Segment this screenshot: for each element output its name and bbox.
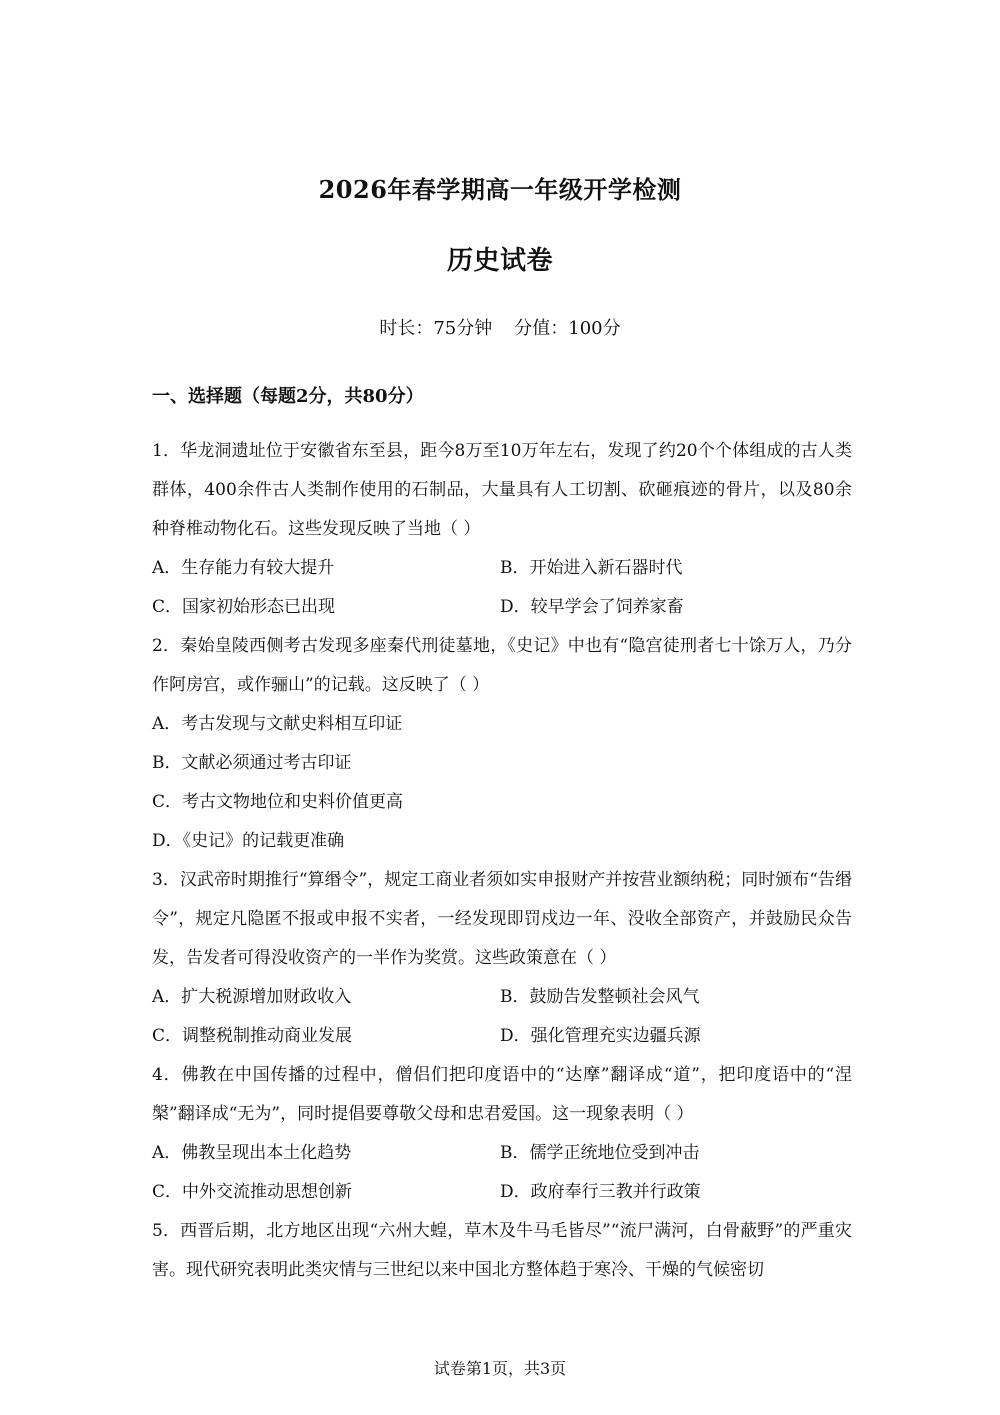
- option-row: [152, 588, 852, 627]
- option-d: D．《史记》的记载更准确: [152, 831, 345, 851]
- exam-duration: 时长：75分钟: [379, 318, 493, 339]
- exam-meta: [0, 314, 1000, 340]
- option-c: C．调整税制推动商业发展: [152, 1026, 353, 1046]
- option-b: B．文献必须通过考古印证: [152, 753, 352, 773]
- option-a: A．佛教呈现出本土化趋势: [152, 1143, 352, 1163]
- option-c: C．中外交流推动思想创新: [152, 1182, 353, 1202]
- question-1: [152, 432, 852, 627]
- option-b: B．儒学正统地位受到冲击: [500, 1143, 700, 1163]
- question-4: [152, 1056, 852, 1212]
- option-d: D．强化管理充实边疆兵源: [500, 1026, 701, 1046]
- option-a: A．扩大税源增加财政收入: [152, 987, 352, 1007]
- question-text: 2．秦始皇陵西侧考古发现多座秦代刑徒墓地，《史记》中也有“隐宫徒刑者七十馀万人，乃分作阿房宫，或作骊山”的记载。这反映了（ ）: [152, 636, 852, 695]
- option-b: B．开始进入新石器时代: [500, 558, 683, 578]
- option-c: C．国家初始形态已出现: [152, 597, 336, 617]
- exam-title: 2026年春学期高一年级开学检测: [318, 175, 682, 204]
- option-row: [152, 1134, 852, 1173]
- option-row: [152, 1173, 852, 1212]
- option-d: D．较早学会了饲养家畜: [500, 597, 684, 617]
- page-footer: 试卷第1页，共3页: [433, 1359, 567, 1378]
- question-list: [152, 432, 852, 1290]
- option-b: B．鼓励告发整顿社会风气: [500, 987, 700, 1007]
- question-text: 1．华龙洞遗址位于安徽省东至县，距今8万至10万年左右，发现了约20个个体组成的古人类群体，400余件古人类制作使用的石制品，大量具有人工切割、砍砸痕迹的骨片，以及80余种脊椎动物化石。这些发现反映了当地（ ）: [152, 441, 852, 539]
- option-c: C．考古文物地位和史料价值更高: [152, 792, 404, 812]
- question-text: 4．佛教在中国传播的过程中，僧侣们把印度语中的“达摩”翻译成“道”，把印度语中的“涅槃”翻译成“无为”，同时提倡要尊敬父母和忠君爱国。这一现象表明（ ）: [152, 1065, 852, 1124]
- option-row: [152, 1017, 852, 1056]
- question-2: [152, 627, 852, 861]
- exam-score: 分值：100分: [514, 318, 621, 339]
- exam-subject: 历史试卷: [446, 246, 553, 276]
- option-row: [152, 978, 852, 1017]
- question-text: 5．西晋后期，北方地区出现“六州大蝗，草木及牛马毛皆尽”“流尸满河，白骨蔽野”的严重灾害。现代研究表明此类灾情与三世纪以来中国北方整体趋于寒冷、干燥的气候密切: [152, 1221, 852, 1280]
- section-heading: 一、选择题（每题2分，共80分）: [152, 386, 424, 407]
- option-row: [152, 549, 852, 588]
- question-5: [152, 1212, 852, 1290]
- question-text: 3．汉武帝时期推行“算缗令”，规定工商业者须如实申报财产并按营业额纳税；同时颁布“告缗令”，规定凡隐匿不报或申报不实者，一经发现即罚戍边一年、没收全部资产，并鼓励民众告发，告发者可得没收资产的一半作为奖赏。这些政策意在（ ）: [152, 870, 852, 968]
- question-3: [152, 861, 852, 1056]
- option-a: A．考古发现与文献史料相互印证: [152, 714, 403, 734]
- option-a: A．生存能力有较大提升: [152, 558, 335, 578]
- option-d: D．政府奉行三教并行政策: [500, 1182, 701, 1202]
